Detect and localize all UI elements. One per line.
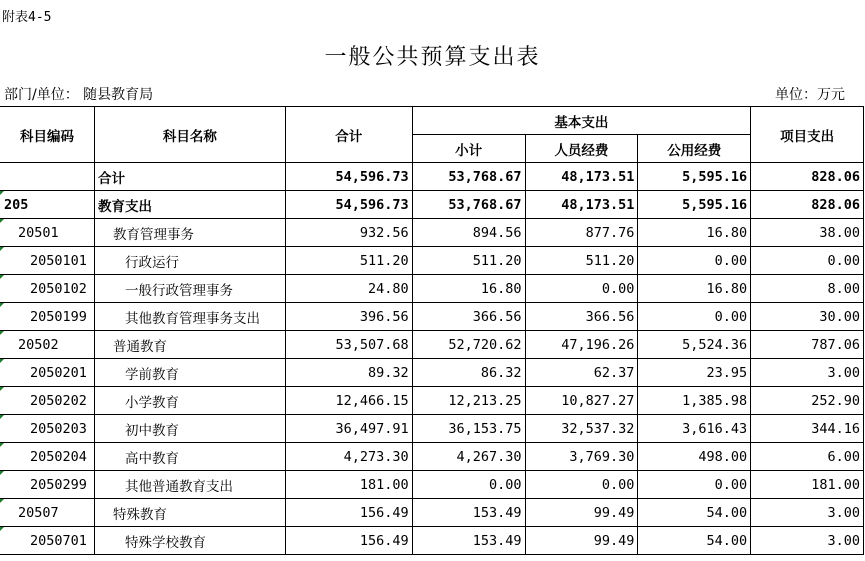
row-subtotal-cell-text: 153.49 [472,504,522,521]
row-name-cell [94,191,285,219]
row-name-cell [94,387,285,415]
row-project-cell-text: 6.00 [827,448,860,465]
row-name-cell-text: 一般行政管理事务 [124,282,233,299]
table-row [0,499,864,527]
department-label: 部门/单位： 随县教育局 [4,87,154,103]
row-total-cell [285,247,412,275]
row-project-cell-text: 3.00 [827,364,860,381]
row-public-cell-text: 16.80 [706,280,748,297]
row-project-cell-text: 30.00 [819,308,860,325]
row-project-cell [751,415,864,443]
cell-marker-icon [0,331,4,335]
row-code-cell [0,219,94,247]
row-name-cell [94,443,285,471]
row-code-cell [0,471,94,499]
row-name-cell [94,471,285,499]
row-project-cell [751,163,864,191]
row-project-cell-text: 181.00 [811,476,860,493]
cell-marker-icon [0,527,4,531]
row-personnel-cell-text: 32,537.32 [561,420,635,437]
row-total-cell-text: 89.32 [368,364,409,381]
row-subtotal-cell [412,247,525,275]
row-subtotal-cell [412,303,525,331]
row-name-cell-text: 其他普通教育支出 [124,478,233,495]
table-row [0,303,864,331]
cell-marker-icon [0,275,4,279]
row-code-cell [0,191,94,219]
row-code-cell-text: 20501 [18,224,59,241]
cell-marker-icon [0,303,4,307]
row-code-cell-text: 20507 [18,504,59,521]
header-subtotal: 小计 [412,135,525,163]
row-subtotal-cell [412,219,525,247]
row-personnel-cell-text: 48,173.51 [561,196,635,213]
row-name-cell-text: 小学教育 [124,394,179,411]
row-project-cell [751,219,864,247]
table-body [0,163,864,555]
row-public-cell [638,219,751,247]
row-code-cell-text: 2050101 [30,252,87,269]
row-personnel-cell [525,331,638,359]
row-code-cell [0,443,94,471]
row-personnel-cell-text: 0.00 [601,280,635,297]
row-total-cell [285,303,412,331]
row-subtotal-cell [412,163,525,191]
row-public-cell [638,443,751,471]
row-subtotal-cell-text: 0.00 [489,476,522,493]
row-name-cell [94,527,285,555]
row-code-cell-text: 2050102 [30,280,87,297]
row-public-cell [638,331,751,359]
row-personnel-cell [525,219,638,247]
row-subtotal-cell-text: 4,267.30 [456,448,522,465]
row-total-cell [285,163,412,191]
row-public-cell [638,303,751,331]
row-total-cell [285,275,412,303]
row-total-cell-text: 511.20 [359,252,409,269]
table-row [0,359,864,387]
row-public-cell-text: 5,524.36 [682,336,748,353]
row-subtotal-cell-text: 12,213.25 [448,392,522,409]
row-subtotal-cell [412,499,525,527]
row-name-cell-text: 特殊学校教育 [124,534,206,551]
row-code-cell-text: 2050701 [30,532,87,549]
row-total-cell-text: 156.49 [359,504,409,521]
row-code-cell [0,415,94,443]
row-total-cell [285,359,412,387]
row-project-cell [751,303,864,331]
table-row [0,163,864,191]
table-row [0,527,864,555]
row-total-cell [285,443,412,471]
row-subtotal-cell-text: 511.20 [472,252,522,269]
row-code-cell-text: 2050203 [30,420,87,437]
row-personnel-cell-text: 0.00 [601,476,635,493]
row-total-cell-text: 36,497.91 [335,420,409,437]
row-project-cell-text: 3.00 [827,504,860,521]
page-title: 一般公共预算支出表 [324,45,541,70]
row-personnel-cell [525,443,638,471]
row-personnel-cell-text: 48,173.51 [561,168,635,185]
header-project: 项目支出 [751,107,864,163]
table-row [0,471,864,499]
row-personnel-cell-text: 10,827.27 [561,392,635,409]
row-personnel-cell-text: 47,196.26 [561,336,635,353]
row-public-cell [638,359,751,387]
row-subtotal-cell-text: 36,153.75 [448,420,522,437]
row-project-cell [751,191,864,219]
row-public-cell-text: 498.00 [698,448,748,465]
row-public-cell [638,163,751,191]
row-total-cell-text: 181.00 [359,476,409,493]
cell-marker-icon [0,247,4,251]
cell-marker-icon [0,359,4,363]
row-code-cell-text: 2050202 [30,392,87,409]
row-personnel-cell [525,499,638,527]
row-name-cell-text: 学前教育 [124,366,179,383]
row-subtotal-cell [412,471,525,499]
row-subtotal-cell-text: 53,768.67 [448,168,522,185]
row-subtotal-cell-text: 16.80 [480,280,522,297]
row-public-cell-text: 0.00 [714,252,748,269]
budget-table [0,106,864,555]
row-public-cell-text: 5,595.16 [682,168,748,185]
row-project-cell [751,527,864,555]
row-public-cell-text: 0.00 [714,476,748,493]
row-personnel-cell [525,359,638,387]
row-name-cell [94,415,285,443]
row-project-cell-text: 344.16 [811,420,860,437]
row-code-cell [0,387,94,415]
row-total-cell [285,219,412,247]
row-personnel-cell-text: 99.49 [593,532,635,549]
row-code-cell-text: 2050199 [30,308,87,325]
table-row [0,275,864,303]
row-name-cell [94,499,285,527]
row-subtotal-cell [412,415,525,443]
row-public-cell [638,471,751,499]
row-public-cell-text: 5,595.16 [682,196,748,213]
row-subtotal-cell [412,331,525,359]
row-public-cell [638,247,751,275]
cell-marker-icon [0,191,4,195]
row-public-cell-text: 3,616.43 [682,420,748,437]
row-subtotal-cell [412,191,525,219]
row-name-cell [94,359,285,387]
header-public: 公用经费 [638,135,751,163]
header-basic: 基本支出 [412,107,751,135]
row-name-cell-text: 合计 [97,170,125,187]
table-row [0,331,864,359]
row-name-cell-text: 行政运行 [124,254,179,271]
cell-marker-icon [0,387,4,391]
row-personnel-cell [525,387,638,415]
row-total-cell [285,471,412,499]
row-subtotal-cell [412,275,525,303]
row-name-cell [94,219,285,247]
row-public-cell [638,499,751,527]
row-code-cell [0,359,94,387]
row-project-cell-text: 3.00 [827,532,860,549]
row-subtotal-cell-text: 366.56 [472,308,522,325]
row-name-cell-text: 教育支出 [97,198,152,215]
row-subtotal-cell-text: 53,768.67 [448,196,522,213]
row-code-cell-text: 20502 [18,336,59,353]
row-project-cell [751,499,864,527]
row-public-cell-text: 1,385.98 [682,392,748,409]
row-name-cell [94,275,285,303]
row-public-cell-text: 54.00 [706,504,748,521]
row-project-cell-text: 8.00 [827,280,860,297]
cell-marker-icon [0,415,4,419]
table-row [0,247,864,275]
table-row [0,387,864,415]
row-public-cell-text: 16.80 [706,224,748,241]
row-public-cell-text: 23.95 [706,364,748,381]
row-code-cell-text: 205 [4,196,29,213]
row-total-cell-text: 156.49 [359,532,409,549]
row-total-cell-text: 12,466.15 [335,392,409,409]
row-total-cell-text: 24.80 [368,280,409,297]
row-subtotal-cell-text: 52,720.62 [448,336,522,353]
row-personnel-cell-text: 511.20 [585,252,635,269]
row-project-cell [751,471,864,499]
row-project-cell [751,275,864,303]
row-project-cell [751,247,864,275]
table-row [0,219,864,247]
row-public-cell [638,527,751,555]
row-name-cell [94,247,285,275]
row-public-cell [638,275,751,303]
row-personnel-cell-text: 366.56 [585,308,635,325]
row-total-cell [285,499,412,527]
row-subtotal-cell-text: 894.56 [472,224,522,241]
row-public-cell [638,387,751,415]
row-public-cell-text: 0.00 [714,308,748,325]
row-public-cell [638,191,751,219]
row-project-cell [751,443,864,471]
row-personnel-cell [525,275,638,303]
row-public-cell-text: 54.00 [706,532,748,549]
row-personnel-cell-text: 62.37 [593,364,635,381]
row-personnel-cell [525,527,638,555]
row-project-cell-text: 38.00 [819,224,860,241]
row-total-cell [285,387,412,415]
row-project-cell-text: 252.90 [811,392,860,409]
row-name-cell-text: 初中教育 [124,422,179,439]
row-name-cell-text: 教育管理事务 [112,226,194,243]
row-subtotal-cell [412,387,525,415]
header-code: 科目编码 [0,107,94,163]
row-total-cell [285,191,412,219]
row-project-cell [751,359,864,387]
cell-marker-icon [0,219,4,223]
row-name-cell [94,331,285,359]
row-personnel-cell [525,163,638,191]
row-name-cell-text: 普通教育 [112,338,167,355]
row-total-cell-text: 396.56 [359,308,409,325]
row-name-cell-text: 特殊教育 [112,506,167,523]
row-public-cell [638,415,751,443]
row-subtotal-cell-text: 86.32 [480,364,522,381]
row-personnel-cell-text: 99.49 [593,504,635,521]
row-project-cell [751,387,864,415]
row-total-cell-text: 932.56 [359,224,409,241]
row-personnel-cell-text: 877.76 [585,224,635,241]
row-code-cell [0,527,94,555]
row-subtotal-cell [412,443,525,471]
table-row [0,191,864,219]
row-code-cell [0,163,94,191]
row-personnel-cell [525,247,638,275]
row-code-cell [0,331,94,359]
row-total-cell [285,527,412,555]
header-personnel: 人员经费 [525,135,638,163]
cell-marker-icon [0,471,4,475]
row-code-cell-text: 2050299 [30,476,87,493]
attachment-label: 附表4-5 [2,10,52,25]
row-name-cell [94,303,285,331]
row-code-cell-text: 2050201 [30,364,87,381]
row-personnel-cell-text: 3,769.30 [569,448,635,465]
unit-label: 单位：万元 [775,87,845,103]
row-name-cell-text: 其他教育管理事务支出 [124,310,260,327]
row-total-cell-text: 54,596.73 [335,196,409,213]
row-project-cell-text: 0.00 [827,252,860,269]
row-project-cell-text: 828.06 [811,168,860,185]
header-total: 合计 [285,107,412,163]
row-subtotal-cell [412,359,525,387]
row-code-cell [0,499,94,527]
row-personnel-cell [525,471,638,499]
table-row [0,415,864,443]
cell-marker-icon [0,443,4,447]
row-code-cell [0,303,94,331]
row-total-cell-text: 54,596.73 [335,168,409,185]
row-name-cell-text: 高中教育 [124,450,179,467]
row-total-cell [285,415,412,443]
row-total-cell [285,331,412,359]
row-subtotal-cell [412,527,525,555]
row-personnel-cell [525,415,638,443]
row-project-cell-text: 787.06 [811,336,860,353]
row-personnel-cell [525,303,638,331]
row-total-cell-text: 4,273.30 [343,448,409,465]
row-project-cell-text: 828.06 [811,196,860,213]
header-name: 科目名称 [94,107,285,163]
row-subtotal-cell-text: 153.49 [472,532,522,549]
row-code-cell [0,247,94,275]
row-personnel-cell [525,191,638,219]
row-code-cell-text: 2050204 [30,448,87,465]
table-row [0,443,864,471]
row-name-cell [94,163,285,191]
row-code-cell [0,275,94,303]
cell-marker-icon [0,499,4,503]
row-project-cell [751,331,864,359]
row-total-cell-text: 53,507.68 [335,336,409,353]
